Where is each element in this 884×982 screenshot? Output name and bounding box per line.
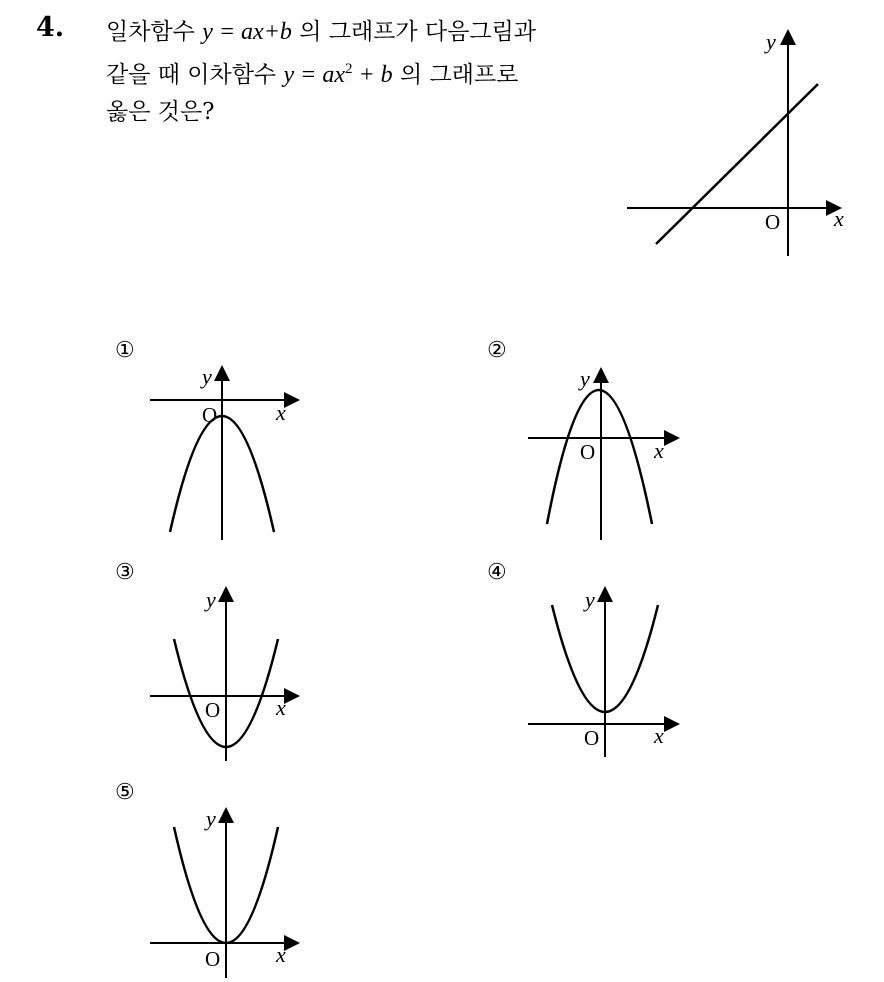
choice-4-graph[interactable] xyxy=(528,585,688,763)
y-axis-label: y xyxy=(206,806,216,831)
y-axis-label: y xyxy=(580,366,590,391)
choice-1-label[interactable]: ① xyxy=(115,338,135,363)
x-axis-label: x xyxy=(834,206,844,231)
linear-function-graph xyxy=(620,28,860,263)
linear-line xyxy=(656,84,818,244)
choice-5-label[interactable]: ⑤ xyxy=(115,780,135,805)
choice-5-graph[interactable] xyxy=(150,806,310,982)
x-axis-label: x xyxy=(276,695,286,720)
question-line-1: 일차함수 y = ax+b 의 그래프가 다음그림과 xyxy=(106,19,537,45)
origin-label: O xyxy=(584,726,600,750)
origin-label: O xyxy=(205,698,221,722)
question-text xyxy=(106,14,606,131)
choice-2-label[interactable]: ② xyxy=(487,338,507,363)
parabola xyxy=(547,390,652,524)
x-axis-label: x xyxy=(276,942,286,967)
choice-3-graph[interactable] xyxy=(150,585,310,765)
question-line-2: 같을 때 이차함수 $y = ax^2 + b$ 의 그래프로 xyxy=(106,61,519,88)
y-axis-label: y xyxy=(585,587,595,612)
origin-label: O xyxy=(580,440,596,464)
question-line-3: 옳은 것은? xyxy=(106,99,215,125)
origin-label: O xyxy=(765,210,781,234)
x-axis-label: x xyxy=(654,438,664,463)
x-axis-label: x xyxy=(276,400,286,425)
choice-2-graph[interactable] xyxy=(528,366,688,544)
origin-label: O xyxy=(205,947,221,971)
choice-1-graph[interactable] xyxy=(150,364,310,544)
origin-label: O xyxy=(202,403,218,427)
y-axis-label: y xyxy=(206,587,216,612)
y-axis-label: y xyxy=(766,29,776,54)
choice-4-label[interactable]: ④ xyxy=(487,560,507,585)
y-axis-label: y xyxy=(202,364,212,389)
x-axis-label: x xyxy=(654,723,664,748)
linear-function-expression: y = ax+b xyxy=(202,19,292,45)
question-number: 4. xyxy=(36,12,65,43)
quadratic-function-expression: $y = ax^2 + b$ xyxy=(283,61,393,88)
choice-3-label[interactable]: ③ xyxy=(115,560,135,585)
